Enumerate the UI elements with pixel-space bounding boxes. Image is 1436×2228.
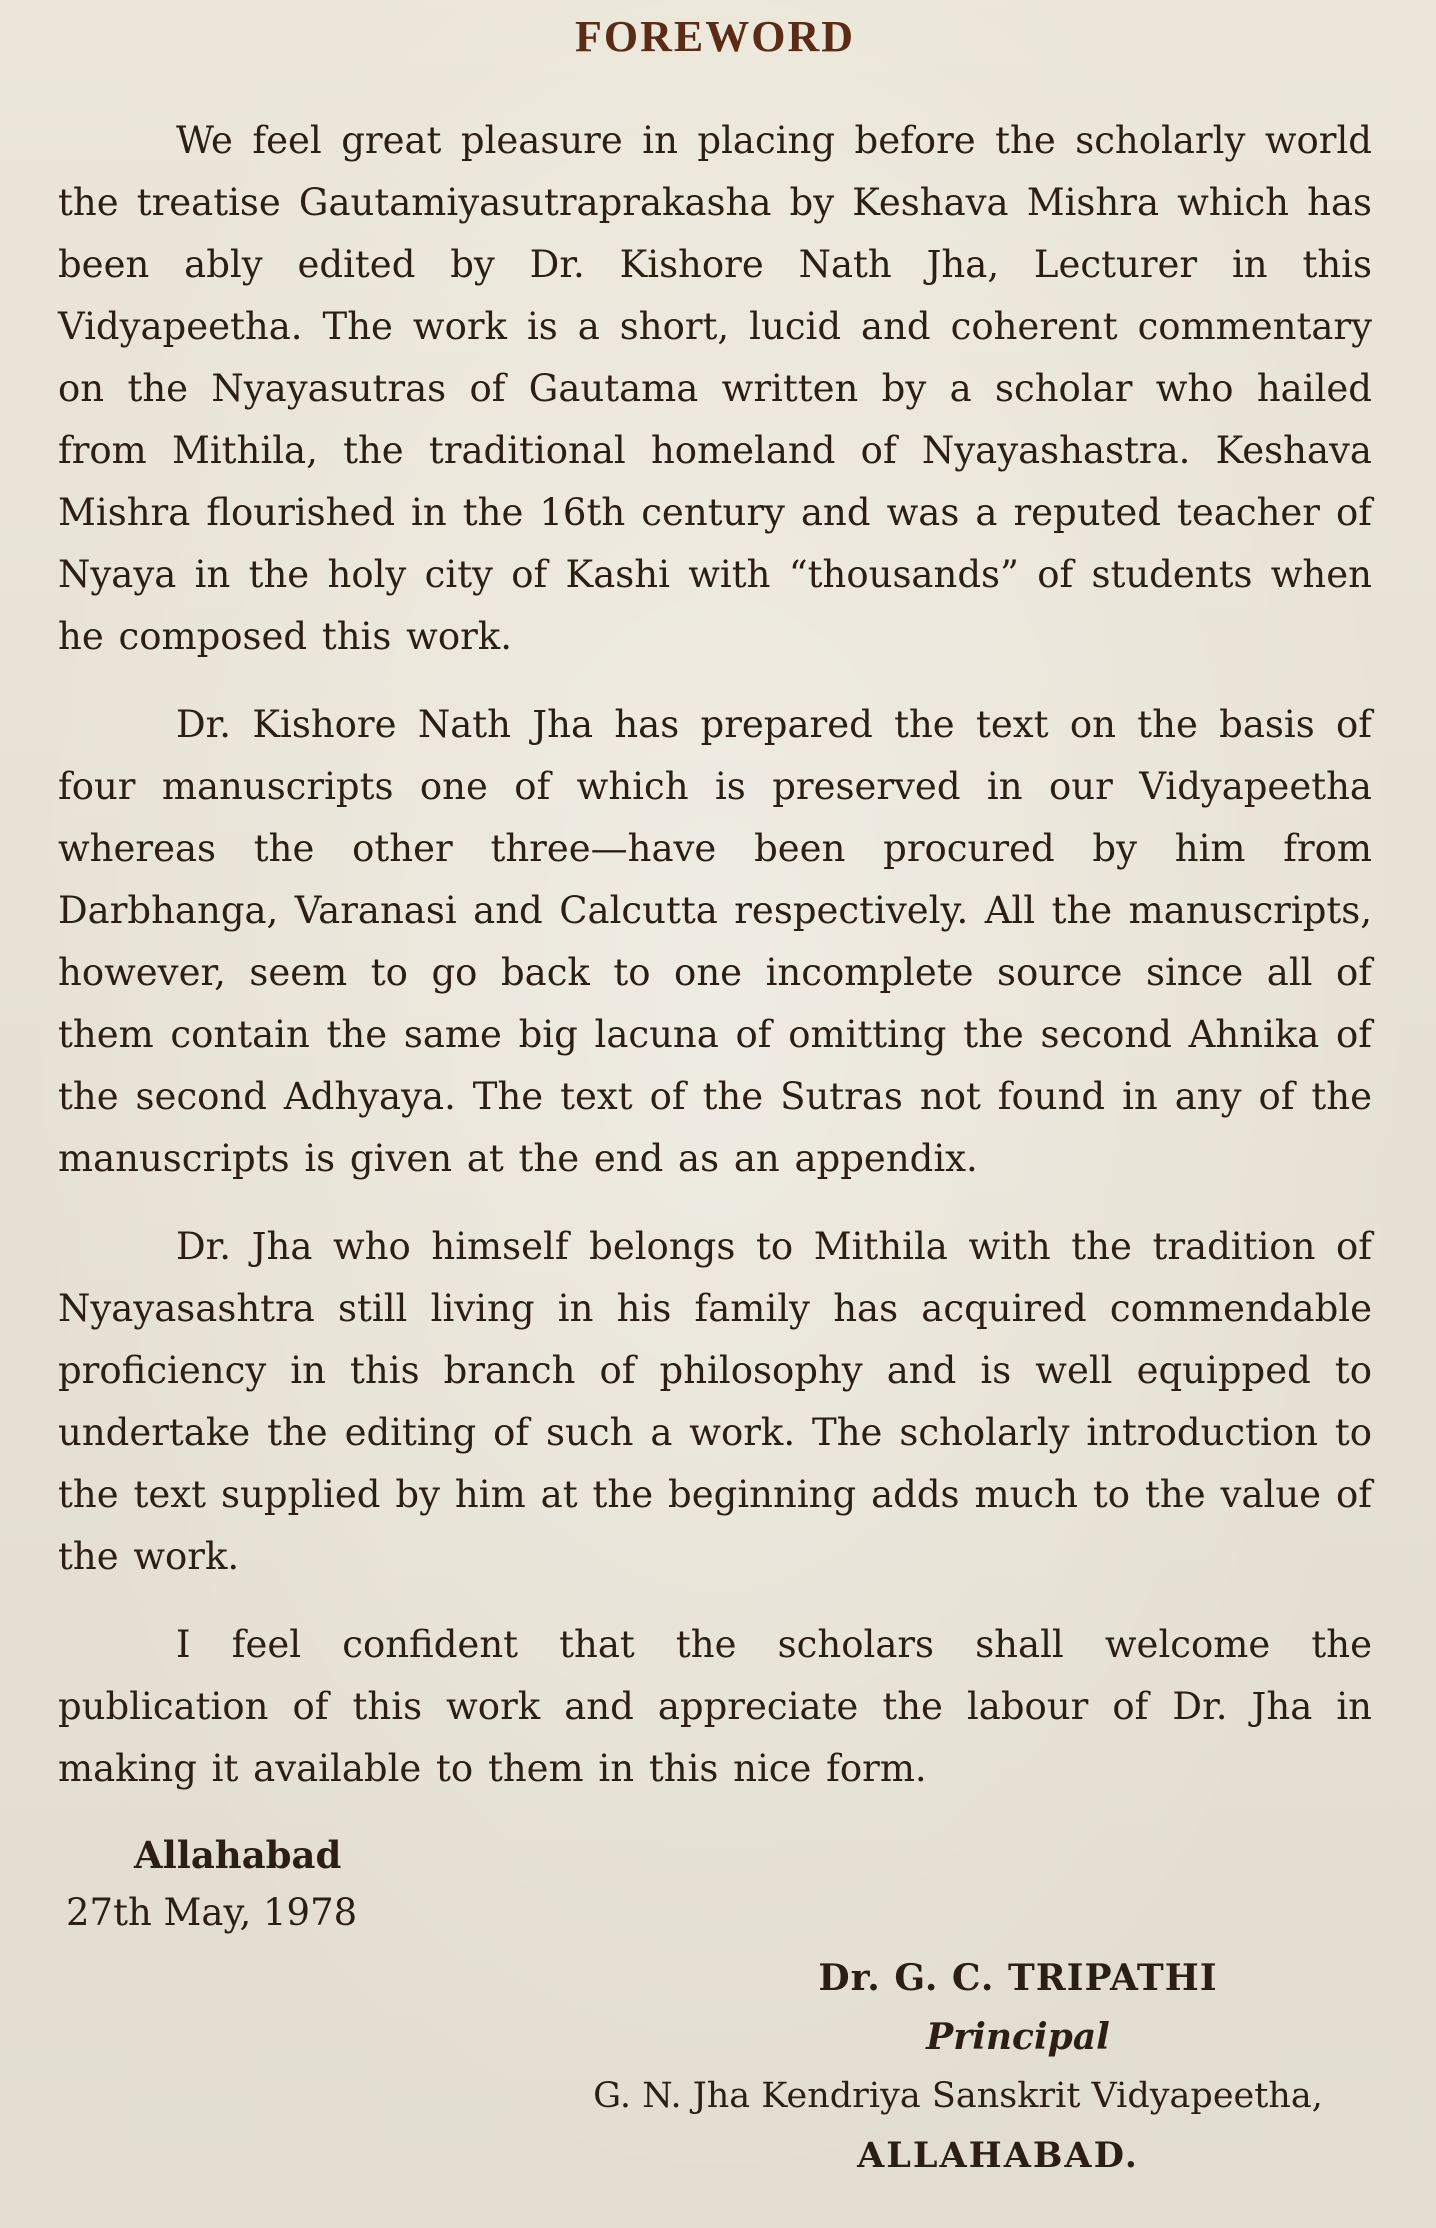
page-title: FOREWORD bbox=[575, 12, 855, 61]
place-line: Allahabad bbox=[134, 1833, 342, 1877]
date-line: 27th May, 1978 bbox=[66, 1891, 358, 1934]
signatory-title: Principal bbox=[926, 2016, 1110, 2058]
foreword-body bbox=[58, 110, 1372, 1800]
signature-block bbox=[58, 1948, 1408, 2186]
signatory-organization: G. N. Jha Kendriya Sanskrit Vidyapeetha, bbox=[593, 2076, 1323, 2116]
signatory-name: Dr. G. C. TRIPATHI bbox=[818, 1957, 1218, 1999]
paragraph-3: Dr. Jha who himself belongs to Mithila with the tradition of Nyayasashtra still living in his family has acquired commendable proficiency in this branch of philosophy and is well equipped to undertake the editing of such a work. The scholarly introduction to the text supplied by him at the beginning adds much to the value of the work. bbox=[58, 1225, 1372, 1578]
paragraph-2: Dr. Kishore Nath Jha has prepared the text on the basis of four manuscripts one of which is preserved in our Vidyapeetha whereas the other three—have been procured by him from Darbhanga, Varanasi and Calcutta respectively. All the manuscripts, however, seem to go back to one incomplete source since all of them contain the same big lacuna of omitting the second Ahnika of the second Adhyaya. The text of the Sutras not found in any of the manuscripts is given at the end as an appendix. bbox=[58, 703, 1372, 1180]
paragraph-4: I feel confident that the scholars shall welcome the publication of this work and appreciate the labour of Dr. Jha in making it available to them in this nice form. bbox=[58, 1623, 1372, 1790]
signatory-city: ALLAHABAD. bbox=[857, 2135, 1139, 2176]
paragraph-1: We feel great pleasure in placing before the scholarly world the treatise Gautamiyasutraprakasha by Keshava Mishra which has been ably edited by Dr. Kishore Nath Jha, Lecturer in this Vidyapeetha. The work is a short, lucid and coherent commentary on the Nyayasutras of Gautama written by a scholar who hailed from Mithila, the traditional homeland of Nyayashastra. Keshava Mishra flourished in the 16th century and was a reputed teacher of Nyaya in the holy city of Kashi with “thousands” of students when he composed this work. bbox=[58, 119, 1372, 658]
